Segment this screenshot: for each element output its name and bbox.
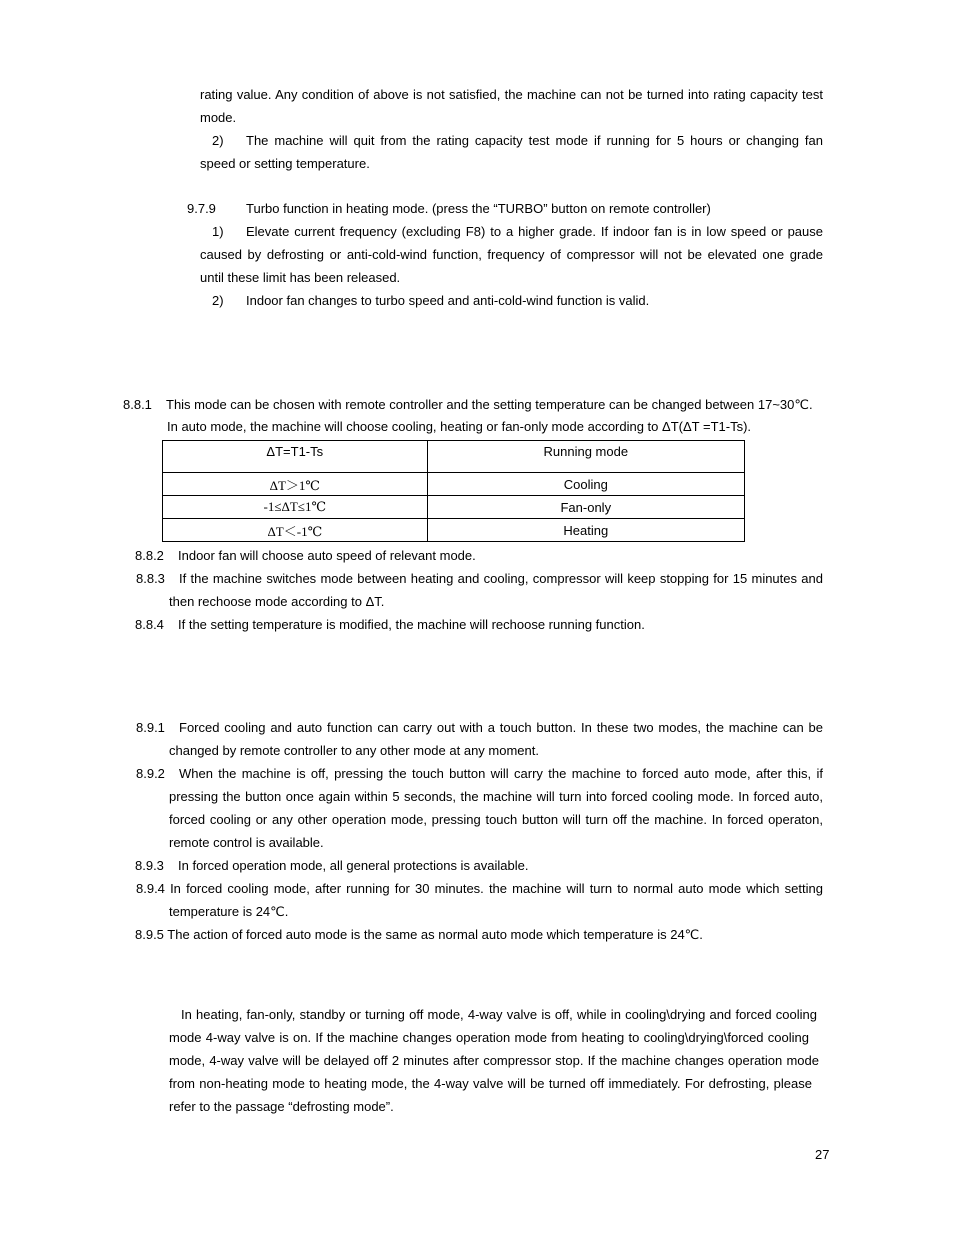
table-cell-mode: Fan-only (427, 496, 744, 519)
four-way-valve-line-1: In heating, fan-only, standby or turning off mode, 4-way valve is off, while in cooling\drying and forced cooling (181, 1007, 817, 1022)
table-header-running-mode: Running mode (427, 441, 744, 473)
forced-p2-number: 8.9.2 (136, 766, 165, 781)
table-header-row (163, 441, 745, 473)
four-way-valve-line-5: refer to the passage “defrosting mode”. (169, 1099, 394, 1114)
table-header-delta-t: ΔT=T1-Ts (163, 441, 428, 473)
forced-p4-line-2: temperature is 24℃. (169, 904, 289, 919)
turbo-item-1-number: 1) (212, 224, 224, 239)
page-number: 27 (815, 1147, 830, 1162)
turbo-item-1-line-2: caused by defrosting or anti-cold-wind function, frequency of compressor will not be elevated one grade (200, 247, 823, 262)
forced-p5-text: 8.9.5 The action of forced auto mode is the same as normal auto mode which temperature is 24℃. (135, 927, 703, 942)
table-cell-mode: Heating (427, 519, 744, 542)
table-cell-mode: Cooling (427, 473, 744, 496)
turbo-item-2-number: 2) (212, 293, 224, 308)
rating-test-item-2-line-2: speed or setting temperature. (200, 156, 370, 171)
forced-p4-line-1: 8.9.4 In forced cooling mode, after running for 30 minutes. the machine will turn to normal auto mode which setting (136, 881, 823, 896)
auto-mode-p2-text: Indoor fan will choose auto speed of relevant mode. (178, 548, 476, 563)
table-cell-condition: ΔT＞1℃ (163, 473, 428, 496)
table-row (163, 519, 745, 542)
auto-mode-p3-line-1: If the machine switches mode between heating and cooling, compressor will keep stopping for 15 minutes and (179, 571, 823, 586)
forced-p2-line-2: pressing the button once again within 5 seconds, the machine will turn into forced cooling mode. In forced auto, (169, 789, 823, 804)
table-cell-condition: -1≤ΔT≤1℃ (163, 496, 428, 519)
auto-mode-table (162, 440, 745, 542)
auto-mode-p4-number: 8.8.4 (135, 617, 164, 632)
rating-test-line-2: mode. (200, 110, 237, 125)
auto-mode-p1-line-1: This mode can be chosen with remote controller and the setting temperature can be changed between 17~30℃. (166, 397, 813, 412)
four-way-valve-line-4: from non-heating mode to heating mode, the 4-way valve will be turned off immediately. For defrosting, please (169, 1076, 812, 1091)
four-way-valve-line-3: mode, 4-way valve will be delayed off 2 minutes after compressor stop. If the machine changes operation mode (169, 1053, 819, 1068)
auto-mode-p3-number: 8.8.3 (136, 571, 165, 586)
forced-p2-line-4: remote control is available. (169, 835, 324, 850)
forced-p3-text: In forced operation mode, all general protections is available. (178, 858, 529, 873)
turbo-item-2-text: Indoor fan changes to turbo speed and anti-cold-wind function is valid. (246, 293, 650, 308)
auto-mode-p1-number: 8.8.1 (123, 397, 152, 412)
auto-mode-p2-number: 8.8.2 (135, 548, 164, 563)
auto-mode-p1-line-2: In auto mode, the machine will choose cooling, heating or fan-only mode according to ΔT(ΔT =T1-Ts). (167, 419, 752, 434)
forced-p3-number: 8.9.3 (135, 858, 164, 873)
forced-p1-line-1: Forced cooling and auto function can carry out with a touch button. In these two modes, the machine can be (179, 720, 823, 735)
forced-p1-line-2: changed by remote controller to any other mode at any moment. (169, 743, 539, 758)
table-row (163, 473, 745, 496)
turbo-section-title: Turbo function in heating mode. (press the “TURBO” button on remote controller) (246, 201, 711, 216)
rating-test-line-1: rating value. Any condition of above is not satisfied, the machine can not be turned into rating capacity test (200, 87, 823, 102)
auto-mode-p3-line-2: then rechoose mode according to ΔT. (169, 594, 385, 609)
rating-test-item-2-line-1: The machine will quit from the rating capacity test mode if running for 5 hours or changing fan (246, 133, 823, 148)
turbo-item-1-line-3: until these limit has been released. (200, 270, 401, 285)
rating-test-item-2-number: 2) (212, 133, 224, 148)
turbo-section-number: 9.7.9 (187, 201, 216, 216)
forced-p2-line-3: forced cooling or any other operation mode, pressing touch button will turn off the machine. In forced operaton, (169, 812, 823, 827)
table-row (163, 496, 745, 519)
auto-mode-p4-text: If the setting temperature is modified, the machine will rechoose running function. (178, 617, 645, 632)
forced-p2-line-1: When the machine is off, pressing the touch button will carry the machine to forced auto mode, after this, if (179, 766, 823, 781)
forced-p1-number: 8.9.1 (136, 720, 165, 735)
turbo-item-1-line-1: Elevate current frequency (excluding F8) to a higher grade. If indoor fan is in low speed or pause (246, 224, 823, 239)
table-cell-condition: ΔT＜-1℃ (163, 519, 428, 542)
four-way-valve-line-2: mode 4-way valve is on. If the machine changes operation mode from heating to cooling\drying\forced cooling (169, 1030, 809, 1045)
